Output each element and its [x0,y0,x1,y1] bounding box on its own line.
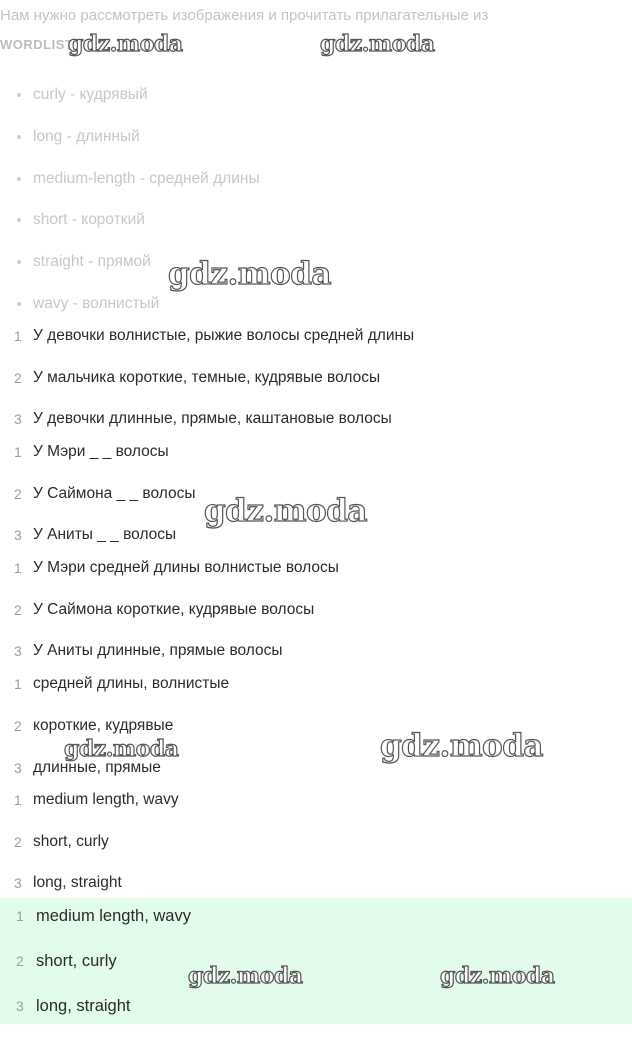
intro-text: Нам нужно рассмотреть изображения и прочитать прилагательные из [0,7,489,24]
vocab-item [0,210,145,230]
bullet-icon [17,302,21,306]
item-text: У Аниты _ _ волосы [33,526,177,543]
item-text: medium length, wavy [36,906,191,925]
item-number: 2 [14,718,22,734]
item-number: 2 [14,486,22,502]
item-number: 3 [14,875,22,891]
item-number: 3 [14,760,22,776]
item-text: средней длины, волнистые [33,675,230,692]
item-text: short, curly [33,833,109,850]
watermark: gdz.moda [380,728,543,764]
watermark: gdz.moda [168,256,331,292]
item-number: 1 [16,908,24,924]
list-item [0,716,173,736]
item-text: У Аниты длинные, прямые волосы [33,642,283,659]
watermark: gdz.moda [68,31,183,57]
vocab-item [0,294,159,314]
item-text: У Саймона короткие, кудрявые волосы [33,601,315,618]
list-item [0,525,176,545]
vocab-text: straight - прямой [33,253,151,270]
list-item [0,641,283,661]
item-number: 3 [14,527,22,543]
item-number: 3 [14,411,22,427]
answer-box [0,898,632,1024]
item-text: У девочки волнистые, рыжие волосы средней длины [33,327,415,344]
item-text: У Мэри _ _ волосы [33,443,169,460]
list-item [0,674,229,694]
watermark: gdz.moda [64,736,179,762]
item-number: 1 [14,792,22,808]
item-text: У Саймона _ _ волосы [33,485,196,502]
item-text: короткие, кудрявые [33,717,174,734]
item-text: long, straight [36,996,131,1015]
item-text: long, straight [33,874,122,891]
item-text: short, curly [36,951,117,970]
list-item [0,368,380,388]
bullet-icon [17,260,21,264]
watermark: gdz.moda [204,493,367,529]
item-number: 3 [16,998,24,1014]
item-number: 3 [14,643,22,659]
list-item [0,790,179,810]
vocab-item [0,127,140,147]
list-item [0,409,392,429]
list-item [0,558,339,578]
wordlist-label: WORDLIST [0,37,74,52]
item-number: 2 [14,370,22,386]
bullet-icon [17,218,21,222]
vocab-text: long - длинный [33,128,140,145]
item-text: medium length, wavy [33,791,179,808]
bullet-icon [17,177,21,181]
item-text: длинные, прямые [33,759,161,776]
bullet-icon [17,93,21,97]
vocab-text: short - короткий [33,211,145,228]
item-text: У Мэри средней длины волнистые волосы [33,559,339,576]
vocab-text: wavy - волнистый [33,295,160,312]
watermark: gdz.moda [440,963,555,989]
watermark: gdz.moda [320,31,435,57]
answer-item [0,906,191,926]
list-item [0,484,196,504]
item-number: 2 [14,602,22,618]
vocab-text: medium-length - средней длины [33,170,260,187]
item-number: 1 [14,560,22,576]
vocab-text: curly - кудрявый [33,86,148,103]
item-number: 2 [16,953,24,969]
item-text: У мальчика короткие, темные, кудрявые волосы [33,369,381,386]
list-item [0,326,414,346]
item-number: 1 [14,444,22,460]
list-item [0,442,169,462]
item-text: У девочки длинные, прямые, каштановые волосы [33,410,392,427]
list-item [0,873,122,893]
answer-item [0,951,117,971]
list-item [0,600,314,620]
vocab-item [0,169,260,189]
item-number: 1 [14,676,22,692]
item-number: 2 [14,834,22,850]
vocab-item [0,85,148,105]
answer-item [0,996,130,1016]
bullet-icon [17,135,21,139]
list-item [0,832,109,852]
watermark: gdz.moda [188,963,303,989]
vocab-item [0,252,151,272]
item-number: 1 [14,328,22,344]
